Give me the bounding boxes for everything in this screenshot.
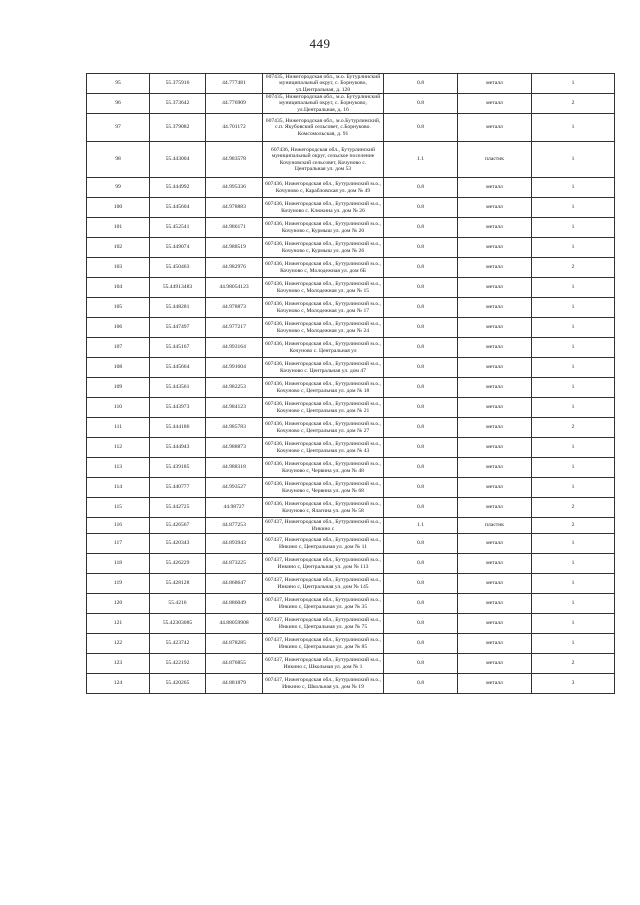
longitude-cell: 44.978873 <box>206 298 263 318</box>
longitude-cell: 44.988318 <box>206 458 263 478</box>
longitude-cell: 44.995336 <box>206 178 263 198</box>
longitude-cell: 44.886049 <box>206 594 263 614</box>
longitude-cell: 44.991604 <box>206 358 263 378</box>
address-cell: 607436, Нижегородская обл., Бутурлинский м.о., Кочуново с, Центральная ул. дом № 21 <box>263 398 384 418</box>
container-count-cell: 1 <box>532 74 615 94</box>
container-count-cell: 3 <box>532 674 615 694</box>
latitude-cell: 55.452541 <box>150 218 206 238</box>
container-count-cell: 1 <box>532 554 615 574</box>
container-count-cell: 1 <box>532 278 615 298</box>
address-cell: 607437, Нижегородская обл., Бутурлинский м.о., Инкино с, Центральная ул. дом № 75 <box>263 614 384 634</box>
container-material-cell: металл <box>458 114 532 142</box>
row-number-cell: 122 <box>87 634 150 654</box>
longitude-cell: 44.877253 <box>206 518 263 534</box>
latitude-cell: 55.422192 <box>150 654 206 674</box>
container-material-cell: металл <box>458 418 532 438</box>
container-material-cell: металл <box>458 178 532 198</box>
latitude-cell: 55.428128 <box>150 574 206 594</box>
table-row <box>87 674 615 694</box>
table-row <box>87 518 615 534</box>
container-count-cell: 1 <box>532 478 615 498</box>
row-number-cell: 115 <box>87 498 150 518</box>
container-count-cell: 1 <box>532 634 615 654</box>
row-number-cell: 107 <box>87 338 150 358</box>
latitude-cell: 55.443561 <box>150 378 206 398</box>
latitude-cell: 55.444943 <box>150 438 206 458</box>
latitude-cell: 55.448281 <box>150 298 206 318</box>
container-material-cell: металл <box>458 534 532 554</box>
row-number-cell: 114 <box>87 478 150 498</box>
container-count-cell: 1 <box>532 338 615 358</box>
longitude-cell: 44.701172 <box>206 114 263 142</box>
table-row <box>87 178 615 198</box>
container-count-cell: 1 <box>532 534 615 554</box>
address-cell: 607436, Нижегородская обл., Бутурлинский м.о., Кочуново с, Молодежная ул. дом № 15 <box>263 278 384 298</box>
container-material-cell: металл <box>458 574 532 594</box>
latitude-cell: 55.439185 <box>150 458 206 478</box>
table-row <box>87 654 615 674</box>
container-count-cell: 1 <box>532 358 615 378</box>
longitude-cell: 44.776909 <box>206 94 263 114</box>
table-row <box>87 418 615 438</box>
longitude-cell: 44.986171 <box>206 218 263 238</box>
latitude-cell: 55.440777 <box>150 478 206 498</box>
address-cell: 607436, Нижегородская обл., Бутурлинский м.о., Кочуново с, Курмыш ул. дом № 26 <box>263 238 384 258</box>
container-material-cell: металл <box>458 238 532 258</box>
latitude-cell: 55.423742 <box>150 634 206 654</box>
container-count-cell: 2 <box>532 258 615 278</box>
row-number-cell: 106 <box>87 318 150 338</box>
container-material-cell: металл <box>458 378 532 398</box>
address-cell: 607436, Нижегородская обл., Бутурлинский муниципальный округ, сельское поселение Кочуновский сельсовет, Кочуново с. Центральная ул. дом 53 <box>263 142 384 178</box>
table-row <box>87 554 615 574</box>
table-row <box>87 498 615 518</box>
longitude-cell: 44.993527 <box>206 478 263 498</box>
container-count-cell: 1 <box>532 438 615 458</box>
longitude-cell: 44.98727 <box>206 498 263 518</box>
longitude-cell: 44.988873 <box>206 438 263 458</box>
container-count-cell: 2 <box>532 94 615 114</box>
row-number-cell: 109 <box>87 378 150 398</box>
container-material-cell: металл <box>458 218 532 238</box>
table-row <box>87 258 615 278</box>
row-number-cell: 96 <box>87 94 150 114</box>
address-cell: 607437, Нижегородская обл., Бутурлинский м.о., Инкино с, Центральная ул. дом № 145 <box>263 574 384 594</box>
latitude-cell: 55.445664 <box>150 358 206 378</box>
container-volume-cell: 0.8 <box>384 378 458 398</box>
longitude-cell: 44.868647 <box>206 574 263 594</box>
table-row <box>87 438 615 458</box>
table-row <box>87 318 615 338</box>
address-cell: 607437, Нижегородская обл., Бутурлинский м.о., Инкино с, Центральная ул. дом № 35 <box>263 594 384 614</box>
container-material-cell: металл <box>458 634 532 654</box>
container-count-cell: 1 <box>532 398 615 418</box>
address-cell: 607436, Нижегородская обл., Бутурлинский м.о., Кочуново с, Курмыш ул. дом № 20 <box>263 218 384 238</box>
table-row <box>87 594 615 614</box>
row-number-cell: 112 <box>87 438 150 458</box>
latitude-cell: 55.443973 <box>150 398 206 418</box>
latitude-cell: 55.379082 <box>150 114 206 142</box>
container-count-cell: 1 <box>532 378 615 398</box>
address-cell: 607437, Нижегородская обл., Бутурлинский м.о., Инкино с, Школьная ул. дом № 1 <box>263 654 384 674</box>
container-volume-cell: 0.8 <box>384 198 458 218</box>
container-material-cell: металл <box>458 594 532 614</box>
address-cell: 607435, Нижегородская обл., м.о.Бутурлинский, с.п. Якубовский сельсовет, с.Борнуково. Комсомольская, д. 91 <box>263 114 384 142</box>
row-number-cell: 100 <box>87 198 150 218</box>
row-number-cell: 99 <box>87 178 150 198</box>
address-cell: 607436, Нижегородская обл., Бутурлинский м.о., Кочуново с, Центральная ул. дом № 27 <box>263 418 384 438</box>
container-volume-cell: 0.8 <box>384 534 458 554</box>
container-material-cell: пластик <box>458 518 532 534</box>
table-row <box>87 142 615 178</box>
container-volume-cell: 0.8 <box>384 554 458 574</box>
table-row <box>87 378 615 398</box>
container-volume-cell: 0.8 <box>384 178 458 198</box>
latitude-cell: 55.420265 <box>150 674 206 694</box>
address-cell: 607436, Нижегородская обл., Бутурлинский м.о., Кочуново с. Центральная ул <box>263 338 384 358</box>
table-row <box>87 94 615 114</box>
latitude-cell: 55.375916 <box>150 74 206 94</box>
address-cell: 607437, Нижегородская обл., Бутурлинский м.о., Инкино с, Центральная ул. дом № 113 <box>263 554 384 574</box>
container-count-cell: 2 <box>532 654 615 674</box>
latitude-cell: 55.447497 <box>150 318 206 338</box>
latitude-cell: 55.4216 <box>150 594 206 614</box>
row-number-cell: 108 <box>87 358 150 378</box>
container-count-cell: 2 <box>532 498 615 518</box>
address-cell: 607436, Нижегородская обл., Бутурлинский м.о., Кочуново с, Червина ул. дом № 48 <box>263 458 384 478</box>
latitude-cell: 55.449074 <box>150 238 206 258</box>
latitude-cell: 55.444186 <box>150 418 206 438</box>
longitude-cell: 44.988519 <box>206 238 263 258</box>
longitude-cell: 44.978883 <box>206 198 263 218</box>
container-material-cell: металл <box>458 278 532 298</box>
container-volume-cell: 0.8 <box>384 674 458 694</box>
latitude-cell: 55.442725 <box>150 498 206 518</box>
container-volume-cell: 0.8 <box>384 654 458 674</box>
table-row <box>87 278 615 298</box>
table-row <box>87 534 615 554</box>
container-volume-cell: 0.8 <box>384 258 458 278</box>
container-volume-cell: 0.8 <box>384 478 458 498</box>
container-volume-cell: 1.1 <box>384 518 458 534</box>
row-number-cell: 95 <box>87 74 150 94</box>
address-cell: 607435, Нижегородская обл., м.о. Бутурлинский муниципальный округ, с. Борнуково, ул.Центральная, д. 120 <box>263 74 384 94</box>
container-volume-cell: 0.8 <box>384 594 458 614</box>
address-cell: 607436, Нижегородская обл., Бутурлинский м.о., Кочуново с, Ялагина ул. дом № 58 <box>263 498 384 518</box>
table-row <box>87 358 615 378</box>
container-volume-cell: 0.8 <box>384 114 458 142</box>
container-volume-cell: 0.8 <box>384 458 458 478</box>
longitude-cell: 44.982976 <box>206 258 263 278</box>
container-volume-cell: 0.8 <box>384 634 458 654</box>
row-number-cell: 119 <box>87 574 150 594</box>
container-material-cell: металл <box>458 498 532 518</box>
container-volume-cell: 0.8 <box>384 418 458 438</box>
latitude-cell: 55.373642 <box>150 94 206 114</box>
container-material-cell: металл <box>458 554 532 574</box>
container-material-cell: металл <box>458 298 532 318</box>
registry-table-body <box>87 74 615 694</box>
container-material-cell: металл <box>458 438 532 458</box>
table-row <box>87 298 615 318</box>
address-cell: 607436, Нижегородская обл., Бутурлинский м.о., Кочуново с, Молодежная ул. дом № 24 <box>263 318 384 338</box>
container-material-cell: металл <box>458 358 532 378</box>
row-number-cell: 118 <box>87 554 150 574</box>
row-number-cell: 110 <box>87 398 150 418</box>
container-volume-cell: 0.8 <box>384 498 458 518</box>
row-number-cell: 105 <box>87 298 150 318</box>
address-cell: 607436, Нижегородская обл., Бутурлинский м.о., Кочуново с, Карабловская ул. дом № 49 <box>263 178 384 198</box>
container-volume-cell: 0.8 <box>384 218 458 238</box>
table-row <box>87 198 615 218</box>
address-cell: 607435, Нижегородская обл., м.о. Бутурлинский муниципальный округ, с. Борнуково, ул.Центральная, д. 16 <box>263 94 384 114</box>
row-number-cell: 103 <box>87 258 150 278</box>
table-row <box>87 398 615 418</box>
table-row <box>87 614 615 634</box>
longitude-cell: 44.984123 <box>206 398 263 418</box>
container-count-cell: 1 <box>532 114 615 142</box>
container-volume-cell: 0.8 <box>384 574 458 594</box>
latitude-cell: 55.426567 <box>150 518 206 534</box>
row-number-cell: 104 <box>87 278 150 298</box>
longitude-cell: 44.977217 <box>206 318 263 338</box>
row-number-cell: 111 <box>87 418 150 438</box>
row-number-cell: 124 <box>87 674 150 694</box>
page-number: 449 <box>309 36 331 51</box>
latitude-cell: 55.42303085 <box>150 614 206 634</box>
container-count-cell: 1 <box>532 142 615 178</box>
latitude-cell: 55.44913483 <box>150 278 206 298</box>
container-volume-cell: 0.8 <box>384 614 458 634</box>
container-volume-cell: 0.8 <box>384 74 458 94</box>
container-count-cell: 1 <box>532 238 615 258</box>
container-volume-cell: 0.8 <box>384 338 458 358</box>
container-count-cell: 1 <box>532 594 615 614</box>
longitude-cell: 44.993164 <box>206 338 263 358</box>
row-number-cell: 116 <box>87 518 150 534</box>
container-volume-cell: 0.8 <box>384 94 458 114</box>
row-number-cell: 101 <box>87 218 150 238</box>
container-count-cell: 1 <box>532 198 615 218</box>
container-count-cell: 1 <box>532 218 615 238</box>
container-material-cell: металл <box>458 198 532 218</box>
table-row <box>87 338 615 358</box>
address-cell: 607436, Нижегородская обл., Бутурлинский м.о., Кочуново с, Молодежная ул. дом № 17 <box>263 298 384 318</box>
table-row <box>87 238 615 258</box>
address-cell: 607437, Нижегородская обл., Бутурлинский м.о., Инкино с <box>263 518 384 534</box>
table-row <box>87 218 615 238</box>
latitude-cell: 55.445167 <box>150 338 206 358</box>
table-row <box>87 634 615 654</box>
container-count-cell: 1 <box>532 574 615 594</box>
address-cell: 607437, Нижегородская обл., Бутурлинский м.о., Инкино с, Школьная ул. дом № 19 <box>263 674 384 694</box>
container-volume-cell: 0.8 <box>384 358 458 378</box>
row-number-cell: 98 <box>87 142 150 178</box>
longitude-cell: 44.777481 <box>206 74 263 94</box>
longitude-cell: 44.876855 <box>206 654 263 674</box>
container-count-cell: 2 <box>532 418 615 438</box>
longitude-cell: 44.98054123 <box>206 278 263 298</box>
row-number-cell: 120 <box>87 594 150 614</box>
table-row <box>87 114 615 142</box>
address-cell: 607436, Нижегородская обл., Бутурлинский м.о., Кочуново с, Центральная ул. дом № 43 <box>263 438 384 458</box>
container-count-cell: 1 <box>532 318 615 338</box>
address-cell: 607436, Нижегородская обл., Бутурлинский м.о., Кочуново с, Молодежная ул. дом 6Б <box>263 258 384 278</box>
row-number-cell: 121 <box>87 614 150 634</box>
container-volume-cell: 0.8 <box>384 238 458 258</box>
row-number-cell: 102 <box>87 238 150 258</box>
longitude-cell: 44.893943 <box>206 534 263 554</box>
latitude-cell: 55.445604 <box>150 198 206 218</box>
longitude-cell: 44.982253 <box>206 378 263 398</box>
address-cell: 607437, Нижегородская обл., Бутурлинский м.о., Инкино с, Центральная ул. дом № 11 <box>263 534 384 554</box>
container-material-cell: металл <box>458 654 532 674</box>
address-cell: 607436, Нижегородская обл., Бутурлинский м.о., Кочуново с, Центральная ул. дом № 18 <box>263 378 384 398</box>
row-number-cell: 123 <box>87 654 150 674</box>
table-row <box>87 74 615 94</box>
row-number-cell: 113 <box>87 458 150 478</box>
container-volume-cell: 1.1 <box>384 142 458 178</box>
address-cell: 607437, Нижегородская обл., Бутурлинский м.о., Инкино с, Центральная ул. дом № 85 <box>263 634 384 654</box>
latitude-cell: 55.450463 <box>150 258 206 278</box>
container-material-cell: металл <box>458 614 532 634</box>
container-volume-cell: 0.8 <box>384 298 458 318</box>
container-count-cell: 2 <box>532 518 615 534</box>
container-material-cell: металл <box>458 74 532 94</box>
latitude-cell: 55.443004 <box>150 142 206 178</box>
container-material-cell: металл <box>458 478 532 498</box>
container-volume-cell: 0.8 <box>384 278 458 298</box>
container-volume-cell: 0.8 <box>384 438 458 458</box>
latitude-cell: 55.444992 <box>150 178 206 198</box>
container-material-cell: металл <box>458 258 532 278</box>
container-count-cell: 1 <box>532 614 615 634</box>
container-count-cell: 1 <box>532 298 615 318</box>
longitude-cell: 44.983578 <box>206 142 263 178</box>
longitude-cell: 44.881879 <box>206 674 263 694</box>
latitude-cell: 55.426229 <box>150 554 206 574</box>
longitude-cell: 44.985783 <box>206 418 263 438</box>
container-volume-cell: 0.8 <box>384 398 458 418</box>
container-material-cell: металл <box>458 338 532 358</box>
longitude-cell: 44.873225 <box>206 554 263 574</box>
container-material-cell: пластик <box>458 142 532 178</box>
row-number-cell: 117 <box>87 534 150 554</box>
address-cell: 607436, Нижегородская обл., Бутурлинский м.о., Кочуново с, Червина ул. дом № 68 <box>263 478 384 498</box>
address-cell: 607436, Нижегородская обл., Бутурлинский м.о., Кочуново с. Клюкина ул. дом № 26 <box>263 198 384 218</box>
longitude-cell: 44.878285 <box>206 634 263 654</box>
registry-table <box>86 73 615 694</box>
address-cell: 607436, Нижегородская обл., Бутурлинский м.о., Кочуново с. Центральная ул. дом 47 <box>263 358 384 378</box>
table-row <box>87 478 615 498</box>
longitude-cell: 44.88059908 <box>206 614 263 634</box>
row-number-cell: 97 <box>87 114 150 142</box>
container-material-cell: металл <box>458 318 532 338</box>
latitude-cell: 55.420343 <box>150 534 206 554</box>
container-material-cell: металл <box>458 398 532 418</box>
container-material-cell: металл <box>458 94 532 114</box>
table-row <box>87 458 615 478</box>
container-material-cell: металл <box>458 674 532 694</box>
container-volume-cell: 0.8 <box>384 318 458 338</box>
container-count-cell: 1 <box>532 458 615 478</box>
container-count-cell: 1 <box>532 178 615 198</box>
table-row <box>87 574 615 594</box>
container-material-cell: металл <box>458 458 532 478</box>
